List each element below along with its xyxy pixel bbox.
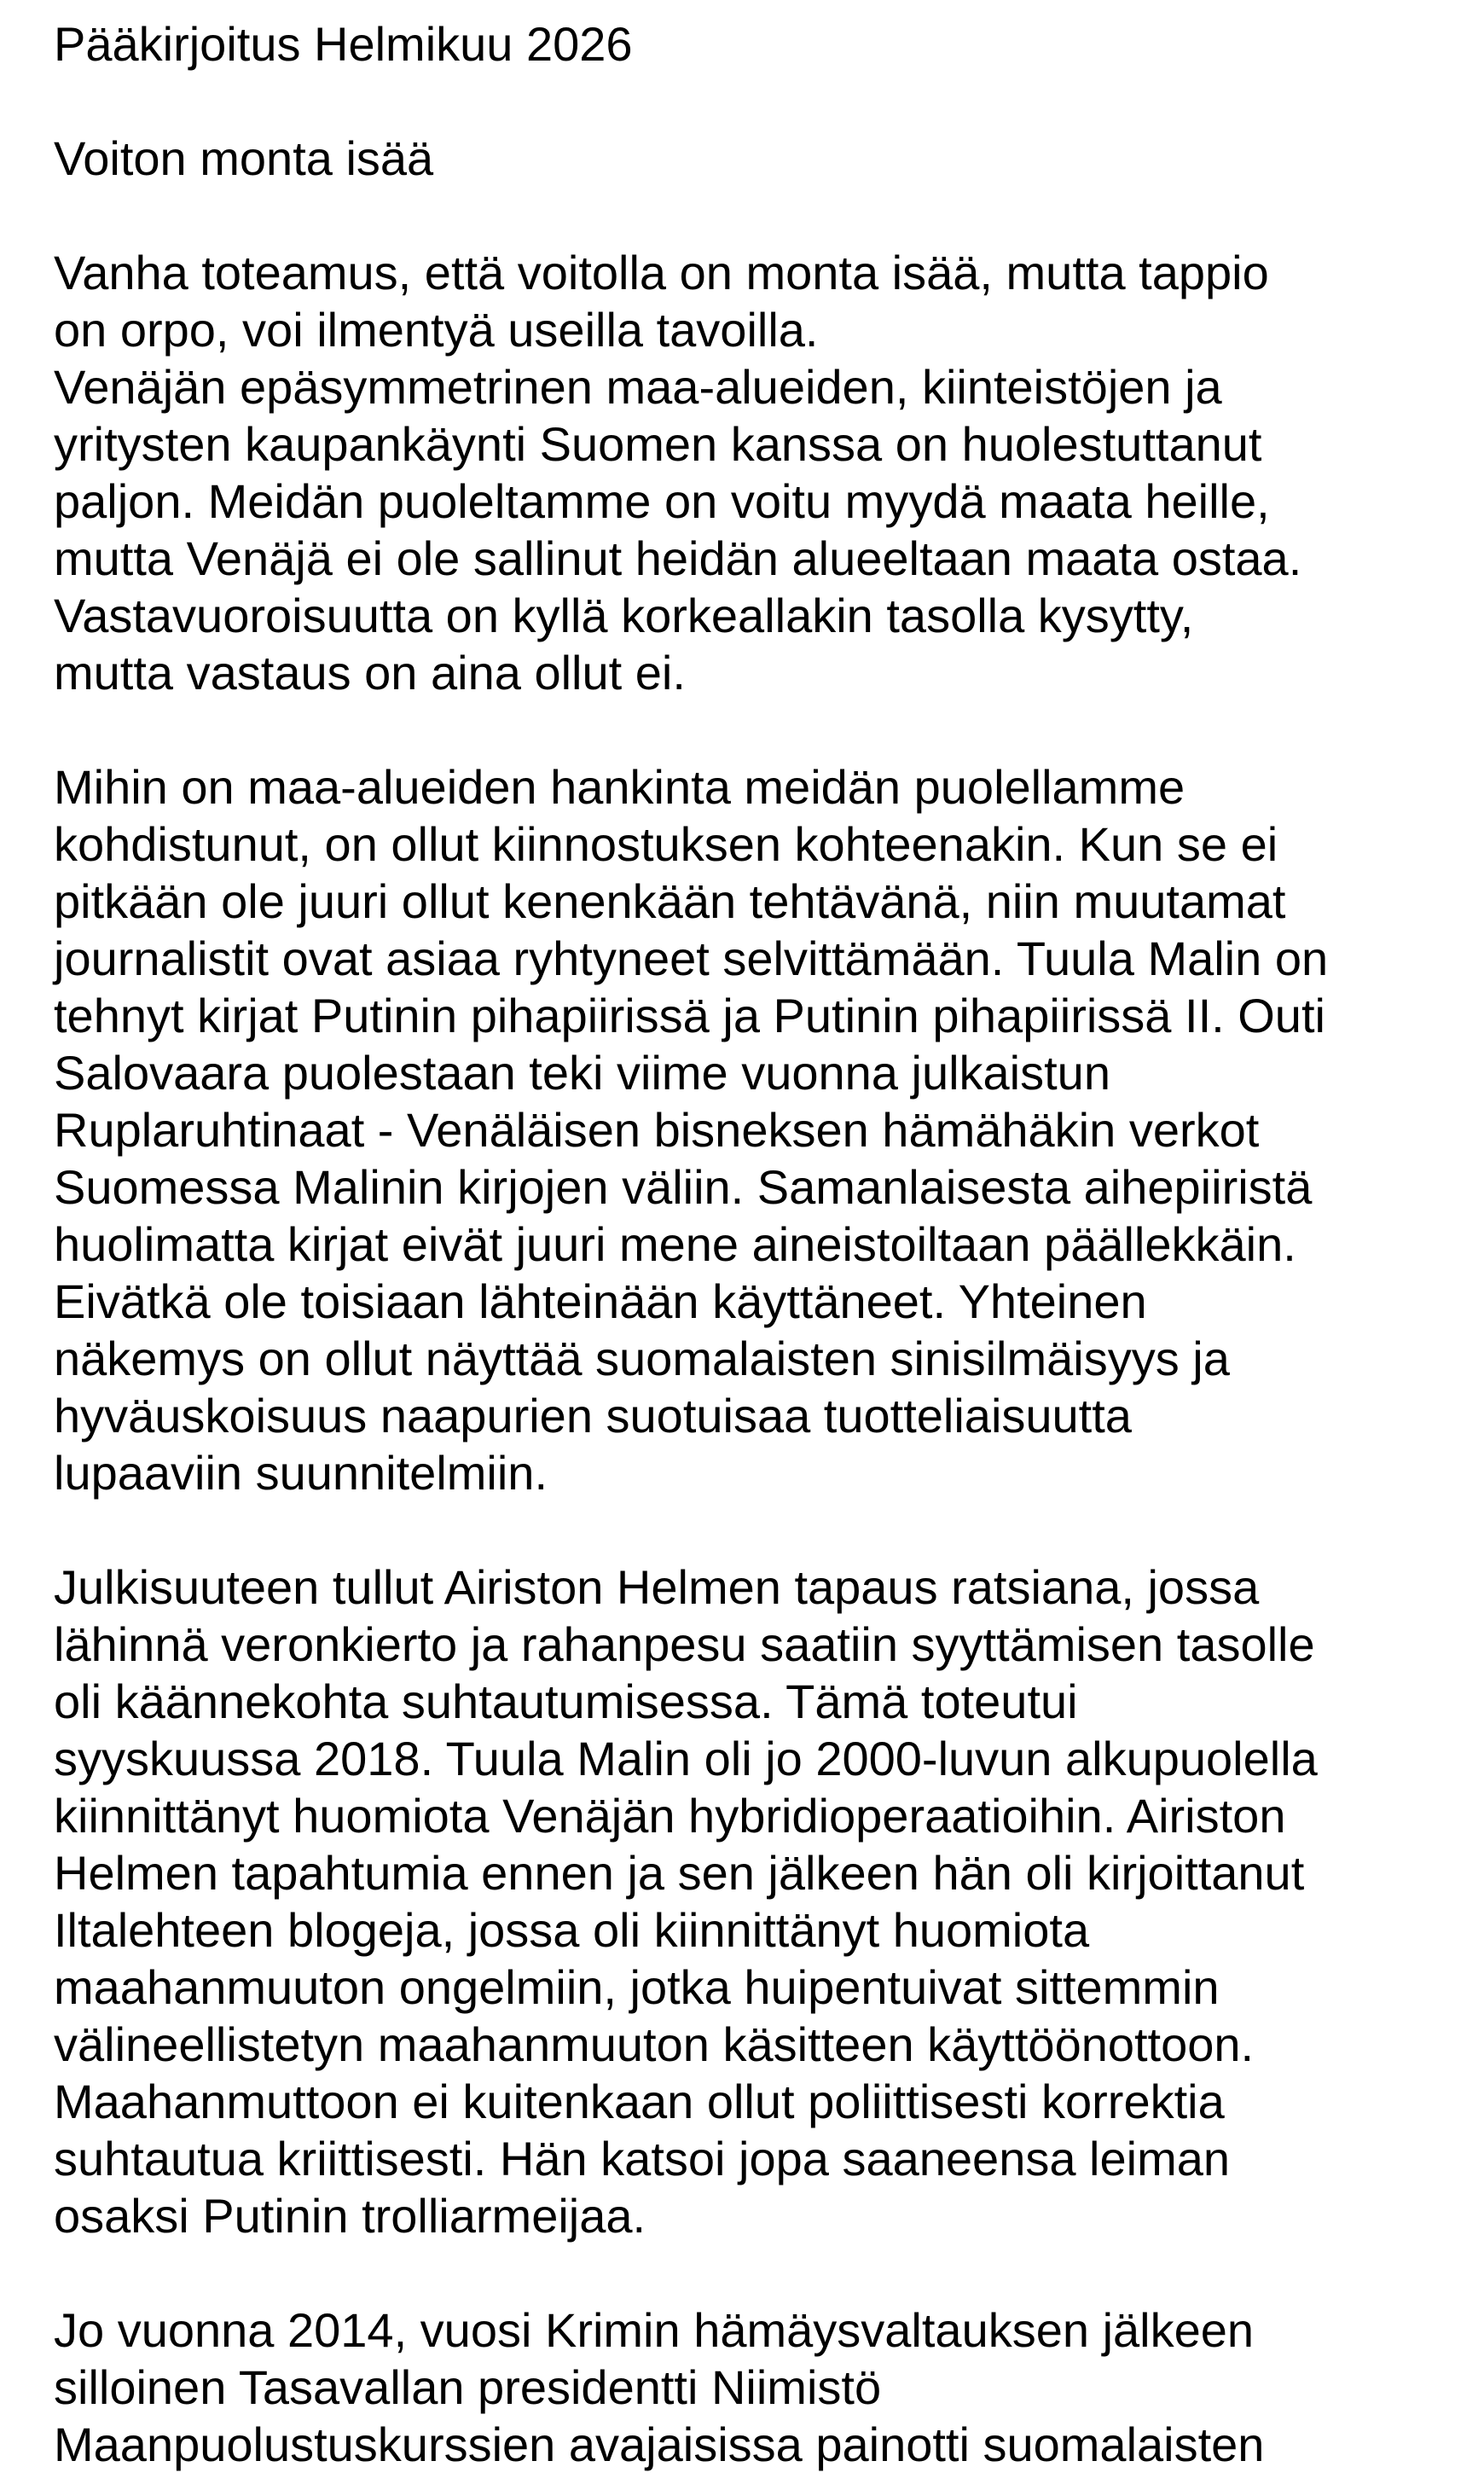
spacer <box>54 1501 1470 1558</box>
text-line: huolimatta kirjat eivät juuri mene aineistoiltaan päällekkäin. <box>54 1217 1296 1271</box>
text-line: Julkisuuteen tullut Airiston Helmen tapaus ratsiana, jossa <box>54 1560 1260 1614</box>
text-line: on orpo, voi ilmentyä useilla tavoilla. <box>54 303 819 357</box>
text-line: pitkään ole juuri ollut kenenkään tehtävänä, niin muutamat <box>54 874 1286 928</box>
text-line: Maanpuolustuskurssien avajaisissa painotti suomalaisten <box>54 2417 1265 2471</box>
text-line: Jo vuonna 2014, vuosi Krimin hämäysvaltauksen jälkeen <box>54 2303 1255 2357</box>
text-line: kiinnittänyt huomiota Venäjän hybridioperaatioihin. Airiston <box>54 1789 1286 1843</box>
text-line: hyväuskoisuus naapurien suotuisaa tuotteliaisuutta <box>54 1389 1132 1442</box>
text-line: Maahanmuttoon ei kuitenkaan ollut poliittisesti korrektia <box>54 2075 1225 2128</box>
text-line: suhtautua kriittisesti. Hän katsoi jopa saaneensa leiman <box>54 2132 1230 2185</box>
spacer <box>54 187 1470 244</box>
text-line: lähinnä veronkierto ja rahanpesu saatiin syyttämisen tasolle <box>54 1617 1315 1671</box>
text-line: oli käännekohta suhtautumisessa. Tämä toteutui <box>54 1675 1078 1728</box>
document-subtitle: Voiton monta isää <box>54 131 434 185</box>
text-line: paljon. Meidän puoleltamme on voitu myydä maata heille, <box>54 474 1270 528</box>
text-line: Vanha toteamus, että voitolla on monta isää, mutta tappio <box>54 246 1269 299</box>
spacer <box>54 73 1470 130</box>
text-line: yritysten kaupankäynti Suomen kanssa on huolestuttanut <box>54 417 1262 471</box>
text-line: silloinen Tasavallan presidentti Niimistö <box>54 2360 882 2414</box>
text-line: journalistit ovat asiaa ryhtyneet selvittämään. Tuula Malin on <box>54 932 1329 985</box>
text-line: Eivätkä ole toisiaan lähteinään käyttäneet. Yhteinen <box>54 1274 1147 1328</box>
text-line: kohdistunut, on ollut kiinnostuksen kohteenakin. Kun se ei <box>54 817 1278 871</box>
paragraph-3 <box>54 1558 1470 2244</box>
paragraph-4 <box>54 2301 1470 2473</box>
spacer <box>54 2244 1470 2301</box>
paragraph-1 <box>54 244 1470 701</box>
text-line: osaksi Putinin trolliarmeijaa. <box>54 2189 646 2243</box>
editorial-document <box>54 15 1470 2473</box>
text-line: mutta Venäjä ei ole sallinut heidän alueeltaan maata ostaa. <box>54 531 1302 585</box>
text-line: Ruplaruhtinaat - Venäläisen bisneksen hämähäkin verkot <box>54 1103 1260 1157</box>
text-line: mutta vastaus on aina ollut ei. <box>54 646 686 699</box>
text-line: lupaaviin suunnitelmiin. <box>54 1446 548 1500</box>
text-line: maahanmuuton ongelmiin, jotka huipentuivat sittemmin <box>54 1960 1220 2014</box>
text-line: Vastavuoroisuutta on kyllä korkeallakin tasolla kysytty, <box>54 589 1194 642</box>
paragraph-2 <box>54 758 1470 1501</box>
text-line: syyskuussa 2018. Tuula Malin oli jo 2000-luvun alkupuolella <box>54 1732 1318 1785</box>
text-line: Mihin on maa-alueiden hankinta meidän puolellamme <box>54 760 1185 814</box>
text-line: Helmen tapahtumia ennen ja sen jälkeen hän oli kirjoittanut <box>54 1846 1305 1900</box>
text-line: tehnyt kirjat Putinin pihapiirissä ja Putinin pihapiirissä II. Outi <box>54 989 1325 1042</box>
text-line: Salovaara puolestaan teki viime vuonna julkaistun <box>54 1046 1110 1100</box>
text-line: näkemys on ollut näyttää suomalaisten sinisilmäisyys ja <box>54 1332 1230 1385</box>
text-line: Venäjän epäsymmetrinen maa-alueiden, kiinteistöjen ja <box>54 360 1222 414</box>
text-line: Suomessa Malinin kirjojen väliin. Samanlaisesta aihepiiristä <box>54 1160 1313 1214</box>
text-line: välineellistetyn maahanmuuton käsitteen käyttöönottoon. <box>54 2017 1255 2071</box>
document-title: Pääkirjoitus Helmikuu 2026 <box>54 17 633 71</box>
text-line: Iltalehteen blogeja, jossa oli kiinnittänyt huomiota <box>54 1903 1090 1957</box>
spacer <box>54 701 1470 758</box>
